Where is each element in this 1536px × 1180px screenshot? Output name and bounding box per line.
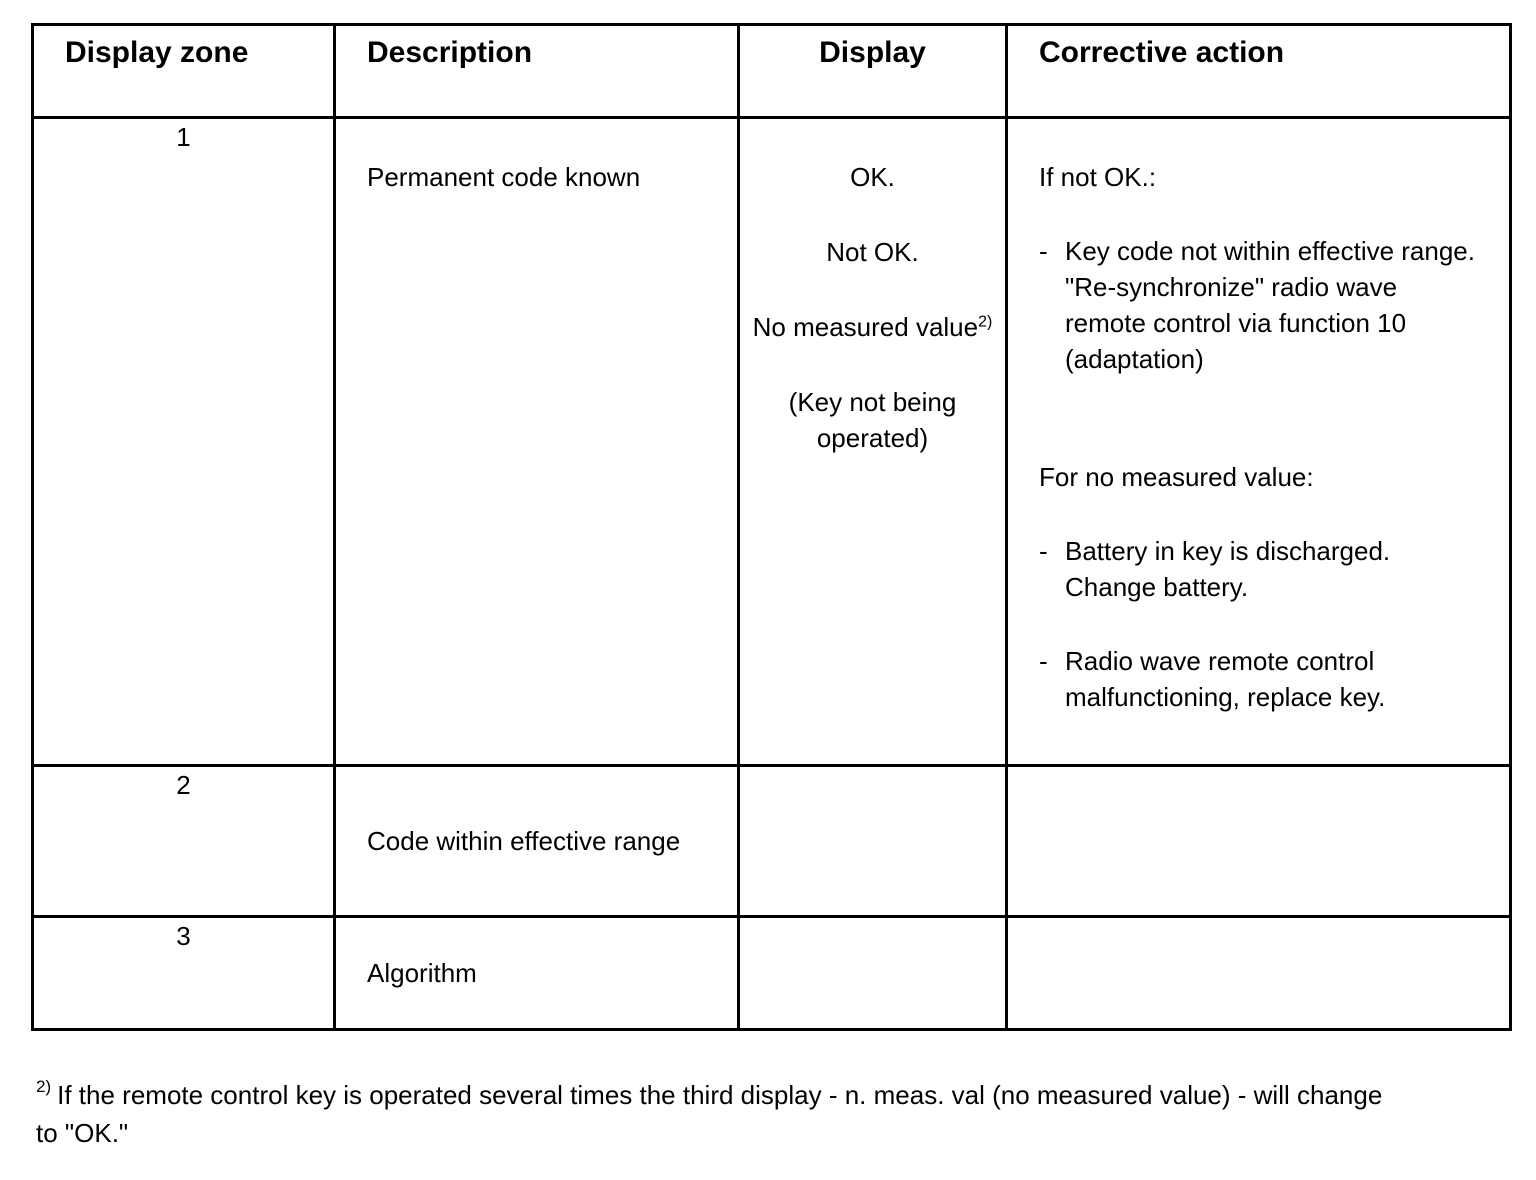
description-cell bbox=[335, 917, 739, 1030]
display-key-state: (Key not being operated) bbox=[788, 387, 957, 453]
action-item bbox=[1039, 643, 1481, 715]
display-zone-table bbox=[31, 23, 1512, 1031]
display-cell bbox=[739, 766, 1007, 917]
action-item-text: Battery in key is discharged. Change battery. bbox=[1065, 536, 1391, 602]
footnote bbox=[36, 1076, 1396, 1152]
action-cell bbox=[1007, 917, 1511, 1030]
header-corrective-action: Corrective action bbox=[1007, 25, 1511, 118]
dash-bullet: - bbox=[1039, 646, 1048, 676]
dash-bullet: - bbox=[1039, 236, 1048, 266]
table-row bbox=[33, 766, 1511, 917]
zone-cell: 3 bbox=[33, 917, 335, 1030]
footnote-marker: 2) bbox=[36, 1077, 52, 1096]
zone-cell: 2 bbox=[33, 766, 335, 917]
display-cell bbox=[739, 917, 1007, 1030]
footnote-text: If the remote control key is operated several times the third display - n. meas. val (no measured value) - will change to "OK." bbox=[36, 1080, 1383, 1148]
action-item-text: Key code not within effective range. "Re-synchronize" radio wave remote control via function 10 (adaptation) bbox=[1065, 236, 1475, 374]
footnote-ref: 2) bbox=[978, 313, 993, 331]
table-row bbox=[33, 118, 1511, 766]
action-item-text: Radio wave remote control malfunctioning, replace key. bbox=[1065, 646, 1386, 712]
description-cell bbox=[335, 118, 739, 766]
action-cell bbox=[1007, 766, 1511, 917]
display-not-ok: Not OK. bbox=[826, 237, 919, 267]
description-text: Algorithm bbox=[367, 958, 477, 988]
table-header-row bbox=[33, 25, 1511, 118]
description-text: Permanent code known bbox=[367, 162, 641, 192]
display-ok: OK. bbox=[850, 162, 895, 192]
header-display-zone: Display zone bbox=[33, 25, 335, 118]
description-text: Code within effective range bbox=[367, 826, 681, 856]
action-cell bbox=[1007, 118, 1511, 766]
description-cell bbox=[335, 766, 739, 917]
display-no-measured-value: No measured value$^{2)}$ bbox=[752, 312, 993, 342]
action-heading-not-ok: If not OK.: bbox=[1039, 162, 1157, 192]
header-display: Display bbox=[739, 25, 1007, 118]
action-item bbox=[1039, 233, 1481, 377]
zone-cell: 1 bbox=[33, 118, 335, 766]
display-cell bbox=[739, 118, 1007, 766]
action-item bbox=[1039, 533, 1481, 605]
dash-bullet: - bbox=[1039, 536, 1048, 566]
header-description: Description bbox=[335, 25, 739, 118]
action-heading-no-value: For no measured value: bbox=[1039, 462, 1314, 492]
table-row bbox=[33, 917, 1511, 1030]
